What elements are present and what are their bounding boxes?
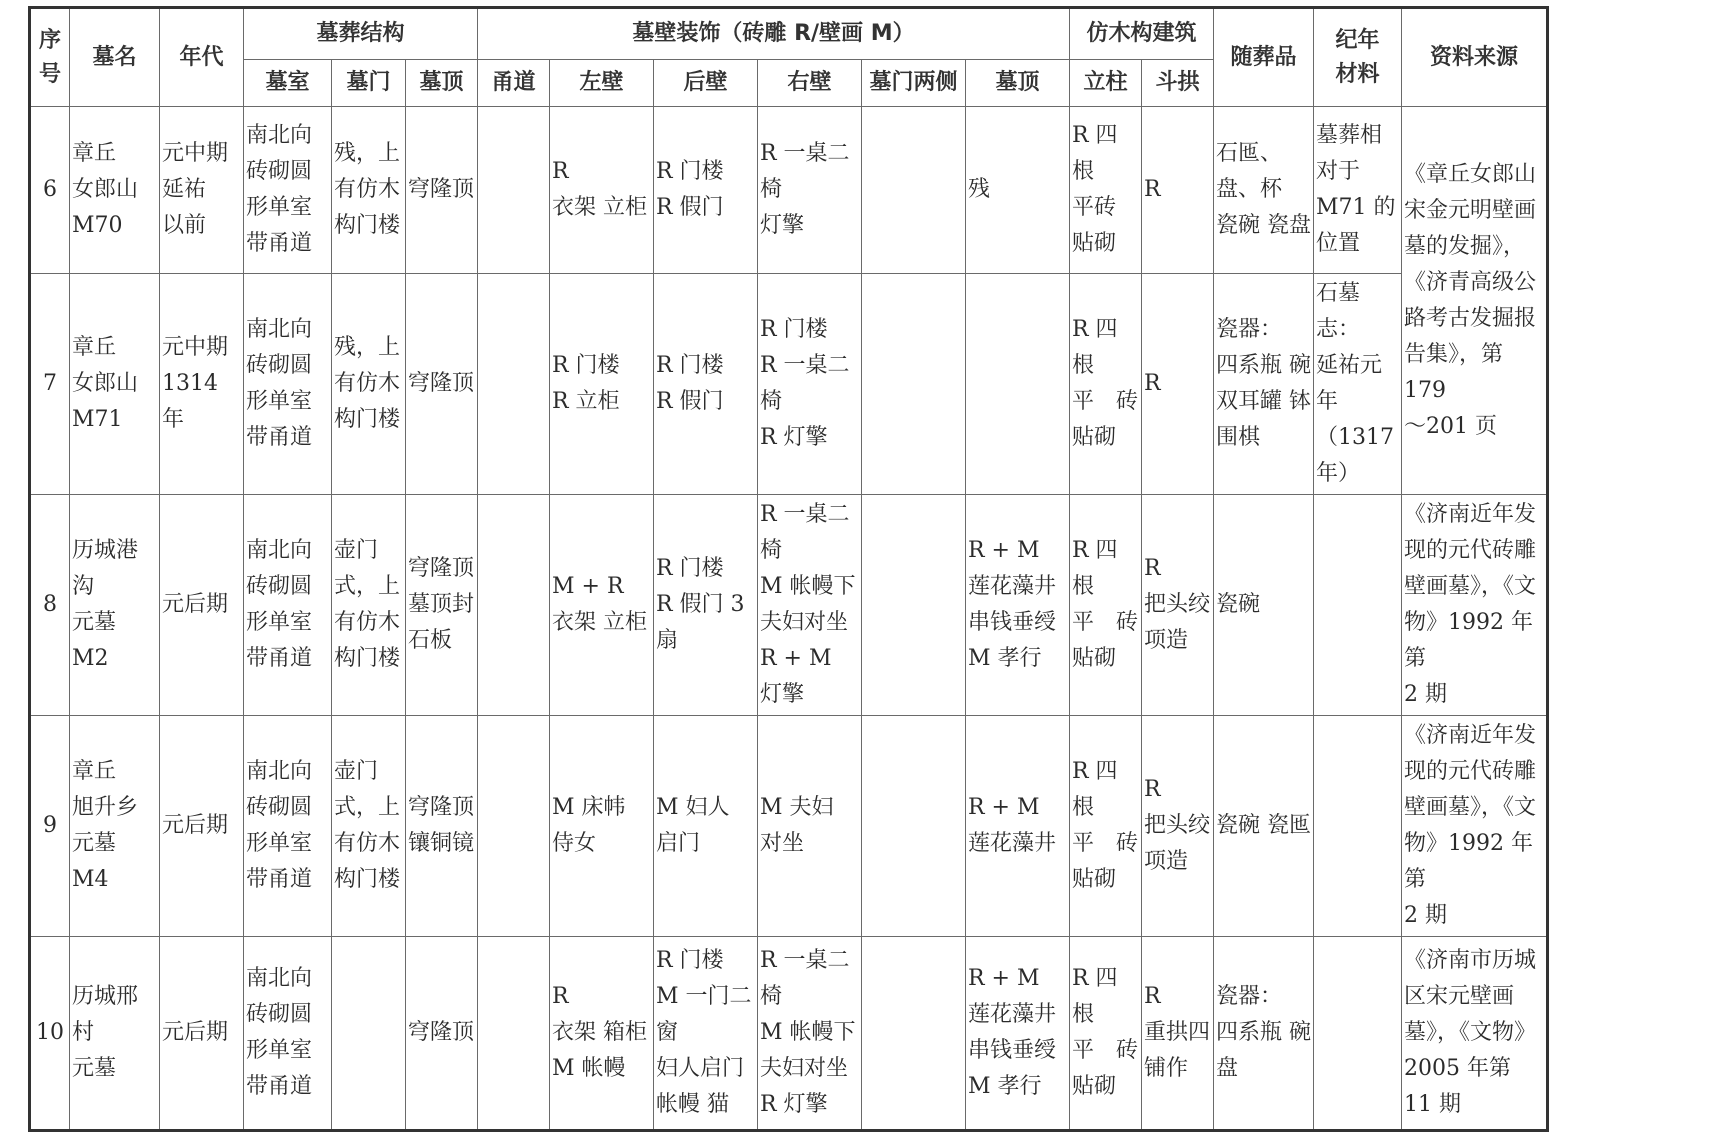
cell-name: 历城港沟 元墓 M2 [70, 495, 160, 716]
cell-door-sides [862, 716, 966, 937]
cell-right-wall: R 一桌二椅 灯擎 [758, 107, 862, 274]
cell-ceiling: R + M 莲花藻井 串钱垂绶 M 孝行 [966, 495, 1070, 716]
header-woodwork: 仿木构建筑 [1070, 8, 1214, 60]
cell-door: 残，上 有仿木 构门楼 [332, 107, 406, 274]
cell-dated: 石墓志： 延祐元 年（1317 年） [1314, 274, 1402, 495]
cell-passage [478, 937, 550, 1131]
cell-goods: 瓷碗 瓷匜 [1214, 716, 1314, 937]
cell-back-wall: M 妇人 启门 [654, 716, 758, 937]
cell-name: 历城邢村 元墓 [70, 937, 160, 1131]
cell-seq: 6 [30, 107, 70, 274]
cell-bracket: R 把头绞 项造 [1142, 716, 1214, 937]
cell-door [332, 937, 406, 1131]
cell-door: 壶门 式，上 有仿木 构门楼 [332, 495, 406, 716]
cell-era: 元后期 [160, 937, 244, 1131]
header-left-wall: 左壁 [550, 60, 654, 107]
cell-roof: 穹隆顶 [406, 274, 478, 495]
header-seq: 序 号 [30, 8, 70, 107]
header-door-sides: 墓门两侧 [862, 60, 966, 107]
table-row [30, 495, 1548, 716]
cell-ceiling [966, 274, 1070, 495]
cell-back-wall: R 门楼 R 假门 3 扇 [654, 495, 758, 716]
cell-era: 元后期 [160, 495, 244, 716]
cell-dated [1314, 937, 1402, 1131]
cell-ceiling: R + M 莲花藻井 串钱垂绶 M 孝行 [966, 937, 1070, 1131]
cell-source-merged: 《章丘女郎山 宋金元明壁画 墓的发掘》， 《济青高级公 路考古发掘报 告集》，第 179 ～201 页 [1402, 107, 1548, 495]
tomb-data-table [28, 6, 1549, 1132]
cell-passage [478, 495, 550, 716]
cell-source: 《济南市历城 区宋元壁画 墓》，《文物》 2005 年第 11 期 [1402, 937, 1548, 1131]
cell-dated [1314, 716, 1402, 937]
header-goods: 随葬品 [1214, 8, 1314, 107]
header-name: 墓名 [70, 8, 160, 107]
cell-goods: 瓷器： 四系瓶 碗 双耳罐 钵 围棋 [1214, 274, 1314, 495]
cell-era: 元后期 [160, 716, 244, 937]
cell-right-wall: R 一桌二椅 M 帐幔下 夫妇对坐 R 灯擎 [758, 937, 862, 1131]
header-back-wall: 后壁 [654, 60, 758, 107]
cell-right-wall: M 夫妇 对坐 [758, 716, 862, 937]
cell-bracket: R 把头绞 项造 [1142, 495, 1214, 716]
cell-chamber: 南北向 砖砌圆 形单室 带甬道 [244, 107, 332, 274]
cell-pillar: R 四根 平 砖 贴砌 [1070, 495, 1142, 716]
cell-seq: 9 [30, 716, 70, 937]
header-row-top [30, 8, 1548, 60]
header-era: 年代 [160, 8, 244, 107]
cell-dated: 墓葬相 对于 M71 的 位置 [1314, 107, 1402, 274]
cell-name: 章丘 女郎山 M70 [70, 107, 160, 274]
cell-back-wall: R 门楼 M 一门二窗 妇人启门 帐幔 猫 [654, 937, 758, 1131]
cell-door-sides [862, 495, 966, 716]
cell-pillar: R 四根 平 砖 贴砌 [1070, 937, 1142, 1131]
cell-pillar: R 四根 平 砖 贴砌 [1070, 716, 1142, 937]
table-row [30, 107, 1548, 274]
cell-goods: 瓷碗 [1214, 495, 1314, 716]
cell-left-wall: R 衣架 箱柜 M 帐幔 [550, 937, 654, 1131]
cell-chamber: 南北向 砖砌圆 形单室 带甬道 [244, 937, 332, 1131]
cell-left-wall: R 门楼 R 立柜 [550, 274, 654, 495]
cell-roof: 穹隆顶 [406, 937, 478, 1131]
cell-left-wall: R 衣架 立柜 [550, 107, 654, 274]
cell-chamber: 南北向 砖砌圆 形单室 带甬道 [244, 716, 332, 937]
cell-era: 元中期 延祐 以前 [160, 107, 244, 274]
cell-passage [478, 274, 550, 495]
cell-seq: 8 [30, 495, 70, 716]
cell-era: 元中期 1314 年 [160, 274, 244, 495]
header-ceiling: 墓顶 [966, 60, 1070, 107]
header-source: 资料来源 [1402, 8, 1548, 107]
cell-door: 壶门 式，上 有仿木 构门楼 [332, 716, 406, 937]
cell-goods: 瓷器： 四系瓶 碗 盘 [1214, 937, 1314, 1131]
cell-pillar: R 四根 平 砖 贴砌 [1070, 274, 1142, 495]
table-row [30, 274, 1548, 495]
header-chamber: 墓室 [244, 60, 332, 107]
cell-right-wall: R 一桌二椅 M 帐幔下 夫妇对坐 R + M 灯擎 [758, 495, 862, 716]
header-pillar: 立柱 [1070, 60, 1142, 107]
table-header [30, 8, 1548, 107]
cell-ceiling: 残 [966, 107, 1070, 274]
header-bracket: 斗拱 [1142, 60, 1214, 107]
header-dated: 纪年 材料 [1314, 8, 1402, 107]
cell-ceiling: R + M 莲花藻井 [966, 716, 1070, 937]
cell-door-sides [862, 274, 966, 495]
header-decoration: 墓壁装饰（砖雕 R/壁画 M） [478, 8, 1070, 60]
cell-bracket: R [1142, 107, 1214, 274]
header-passage: 甬道 [478, 60, 550, 107]
cell-roof: 穹隆顶 墓顶封 石板 [406, 495, 478, 716]
cell-roof: 穹隆顶 [406, 107, 478, 274]
cell-source: 《济南近年发 现的元代砖雕 壁画墓》，《文 物》1992 年第 2 期 [1402, 495, 1548, 716]
cell-chamber: 南北向 砖砌圆 形单室 带甬道 [244, 495, 332, 716]
cell-left-wall: M + R 衣架 立柜 [550, 495, 654, 716]
header-right-wall: 右壁 [758, 60, 862, 107]
header-structure: 墓葬结构 [244, 8, 478, 60]
header-roof: 墓顶 [406, 60, 478, 107]
cell-passage [478, 716, 550, 937]
cell-right-wall: R 门楼 R 一桌二椅 R 灯擎 [758, 274, 862, 495]
cell-pillar: R 四根 平砖 贴砌 [1070, 107, 1142, 274]
cell-seq: 10 [30, 937, 70, 1131]
cell-door-sides [862, 937, 966, 1131]
cell-bracket: R 重拱四 铺作 [1142, 937, 1214, 1131]
cell-dated [1314, 495, 1402, 716]
cell-back-wall: R 门楼 R 假门 [654, 274, 758, 495]
cell-seq: 7 [30, 274, 70, 495]
cell-bracket: R [1142, 274, 1214, 495]
cell-roof: 穹隆顶 镶铜镜 [406, 716, 478, 937]
cell-source: 《济南近年发 现的元代砖雕 壁画墓》，《文 物》1992 年第 2 期 [1402, 716, 1548, 937]
cell-name: 章丘 女郎山 M71 [70, 274, 160, 495]
cell-passage [478, 107, 550, 274]
cell-chamber: 南北向 砖砌圆 形单室 带甬道 [244, 274, 332, 495]
table-row [30, 716, 1548, 937]
cell-door: 残，上 有仿木 构门楼 [332, 274, 406, 495]
header-door: 墓门 [332, 60, 406, 107]
cell-name: 章丘 旭升乡 元墓 M4 [70, 716, 160, 937]
cell-goods: 石匜、 盘、杯 瓷碗 瓷盘 [1214, 107, 1314, 274]
cell-back-wall: R 门楼 R 假门 [654, 107, 758, 274]
table-row [30, 937, 1548, 1131]
cell-left-wall: M 床帏 侍女 [550, 716, 654, 937]
cell-door-sides [862, 107, 966, 274]
